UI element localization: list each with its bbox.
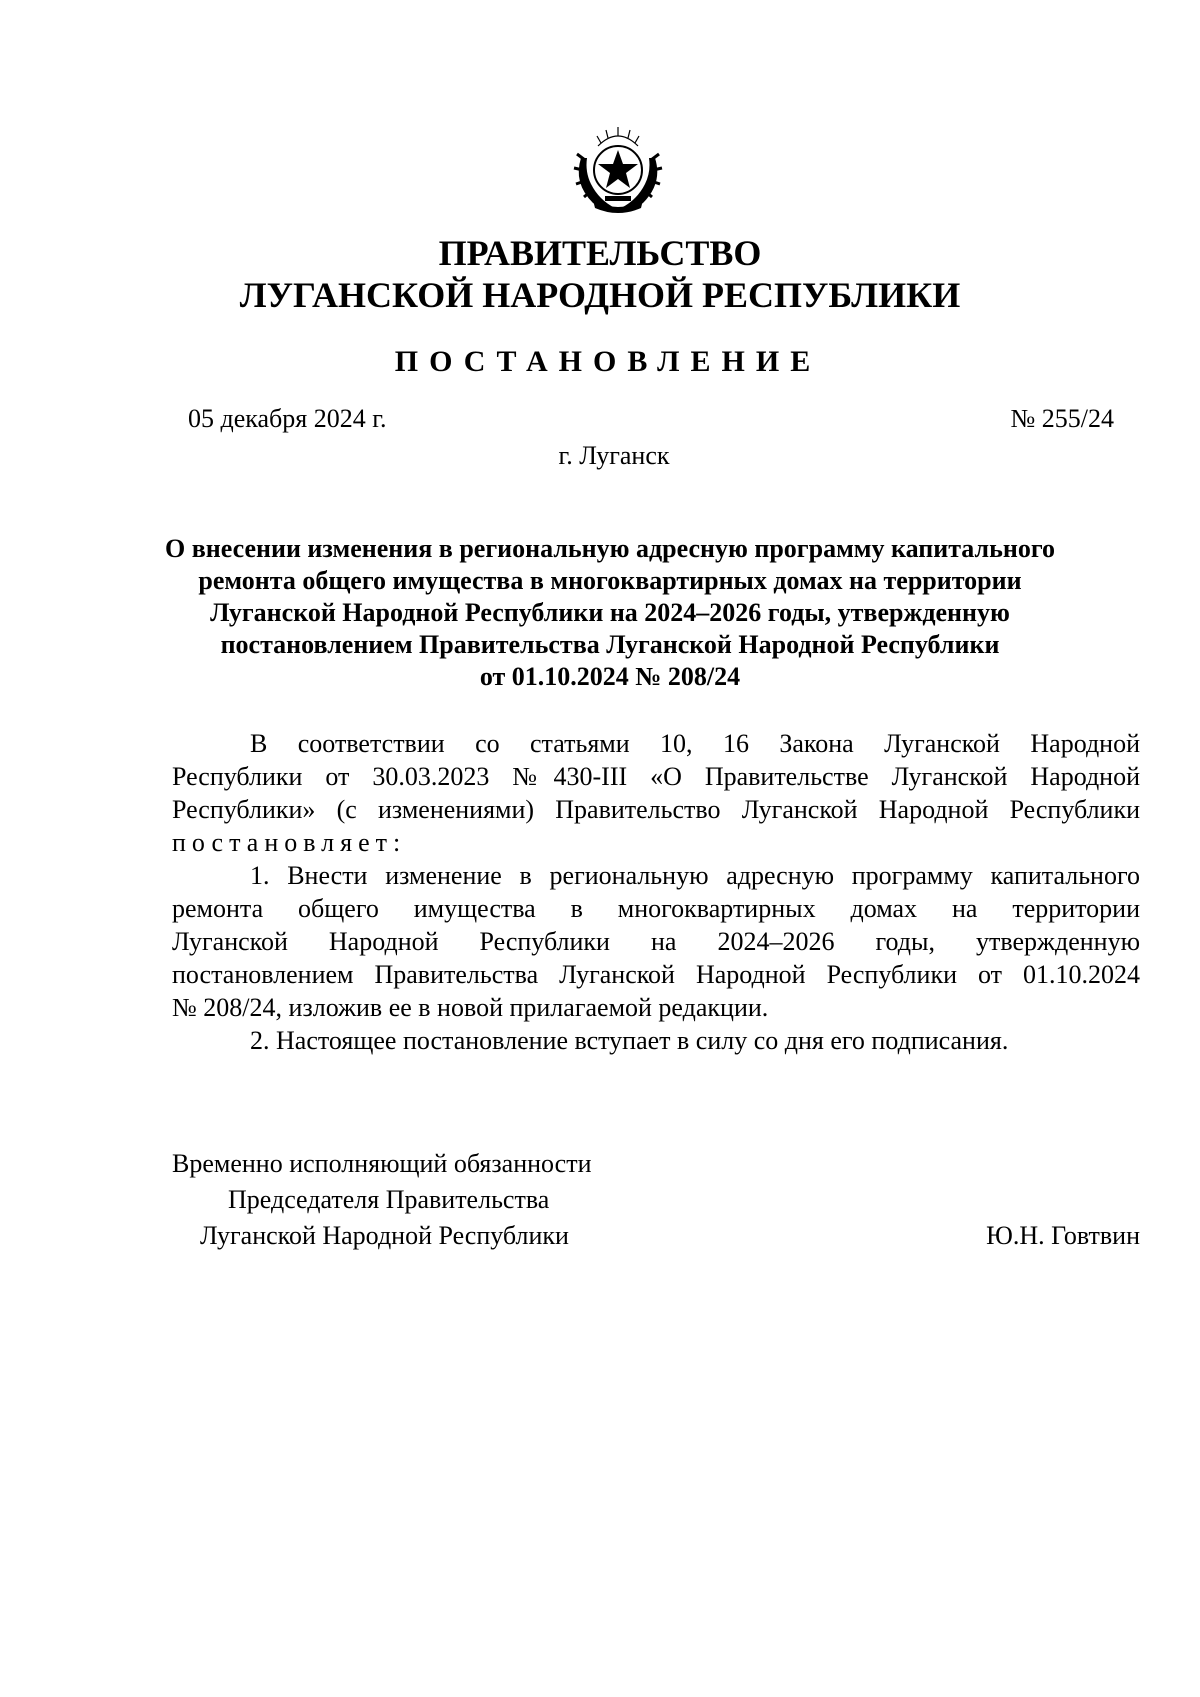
preamble-line: Республики» (с изменениями) Правительство Луганской Народной Республики (172, 795, 1140, 824)
document-date: 05 декабря 2024 г. (188, 404, 387, 433)
document-number: № 255/24 (1010, 404, 1114, 433)
document-subject (160, 533, 1060, 693)
preamble-line: В соответствии со статьями 10, 16 Закона Луганской Народной (250, 729, 1140, 758)
preamble-line: Республики от 30.03.2023 №430-III «О Правительстве Луганской Народной (172, 762, 1140, 791)
signature-position-line3: Луганской Народной Республики (200, 1221, 569, 1250)
item1-line: 1. Внести изменение в региональную адресную программу капитального (250, 861, 1140, 890)
item1-line: постановлением Правительства Луганской Народной Республики от 01.10.2024 (172, 960, 1140, 989)
subject-line: от 01.10.2024 № 208/24 (479, 662, 741, 691)
subject-line: О внесении изменения в региональную адресную программу капитального (164, 534, 1055, 563)
government-title-line1: ПРАВИТЕЛЬСТВО (438, 233, 762, 273)
signature-position-line2: Председателя Правительства (228, 1185, 550, 1214)
subject-line: Луганской Народной Республики на 2024–2026 годы, утвержденную (210, 598, 1010, 627)
signature-position-line1: Временно исполняющий обязанности (172, 1149, 592, 1178)
item2-line: 2. Настоящее постановление вступает в силу со дня его подписания. (250, 1026, 1009, 1055)
subject-line: ремонта общего имущества в многоквартирных домах на территории (198, 566, 1022, 595)
subject-line: постановлением Правительства Луганской Народной Республики (220, 630, 1000, 659)
document-type-heading: ПОСТАНОВЛЕНИЕ (394, 345, 822, 378)
government-title-line2: ЛУГАНСКОЙ НАРОДНОЙ РЕСПУБЛИКИ (239, 275, 961, 315)
document-city: г. Луганск (558, 441, 670, 470)
lnr-coat-of-arms-icon (563, 118, 673, 218)
item1-line: Луганской Народной Республики на 2024–2026 годы, утвержденную (172, 927, 1140, 956)
signatory-name: Ю.Н. Говтвин (986, 1221, 1140, 1250)
preamble-line-decree-verb: постановляет: (172, 828, 407, 857)
document-body (172, 727, 1140, 1057)
signature-position (172, 1146, 592, 1254)
item1-line: № 208/24, изложив ее в новой прилагаемой редакции. (172, 993, 769, 1022)
item1-line: ремонта общего имущества в многоквартирных домах на территории (172, 894, 1140, 923)
